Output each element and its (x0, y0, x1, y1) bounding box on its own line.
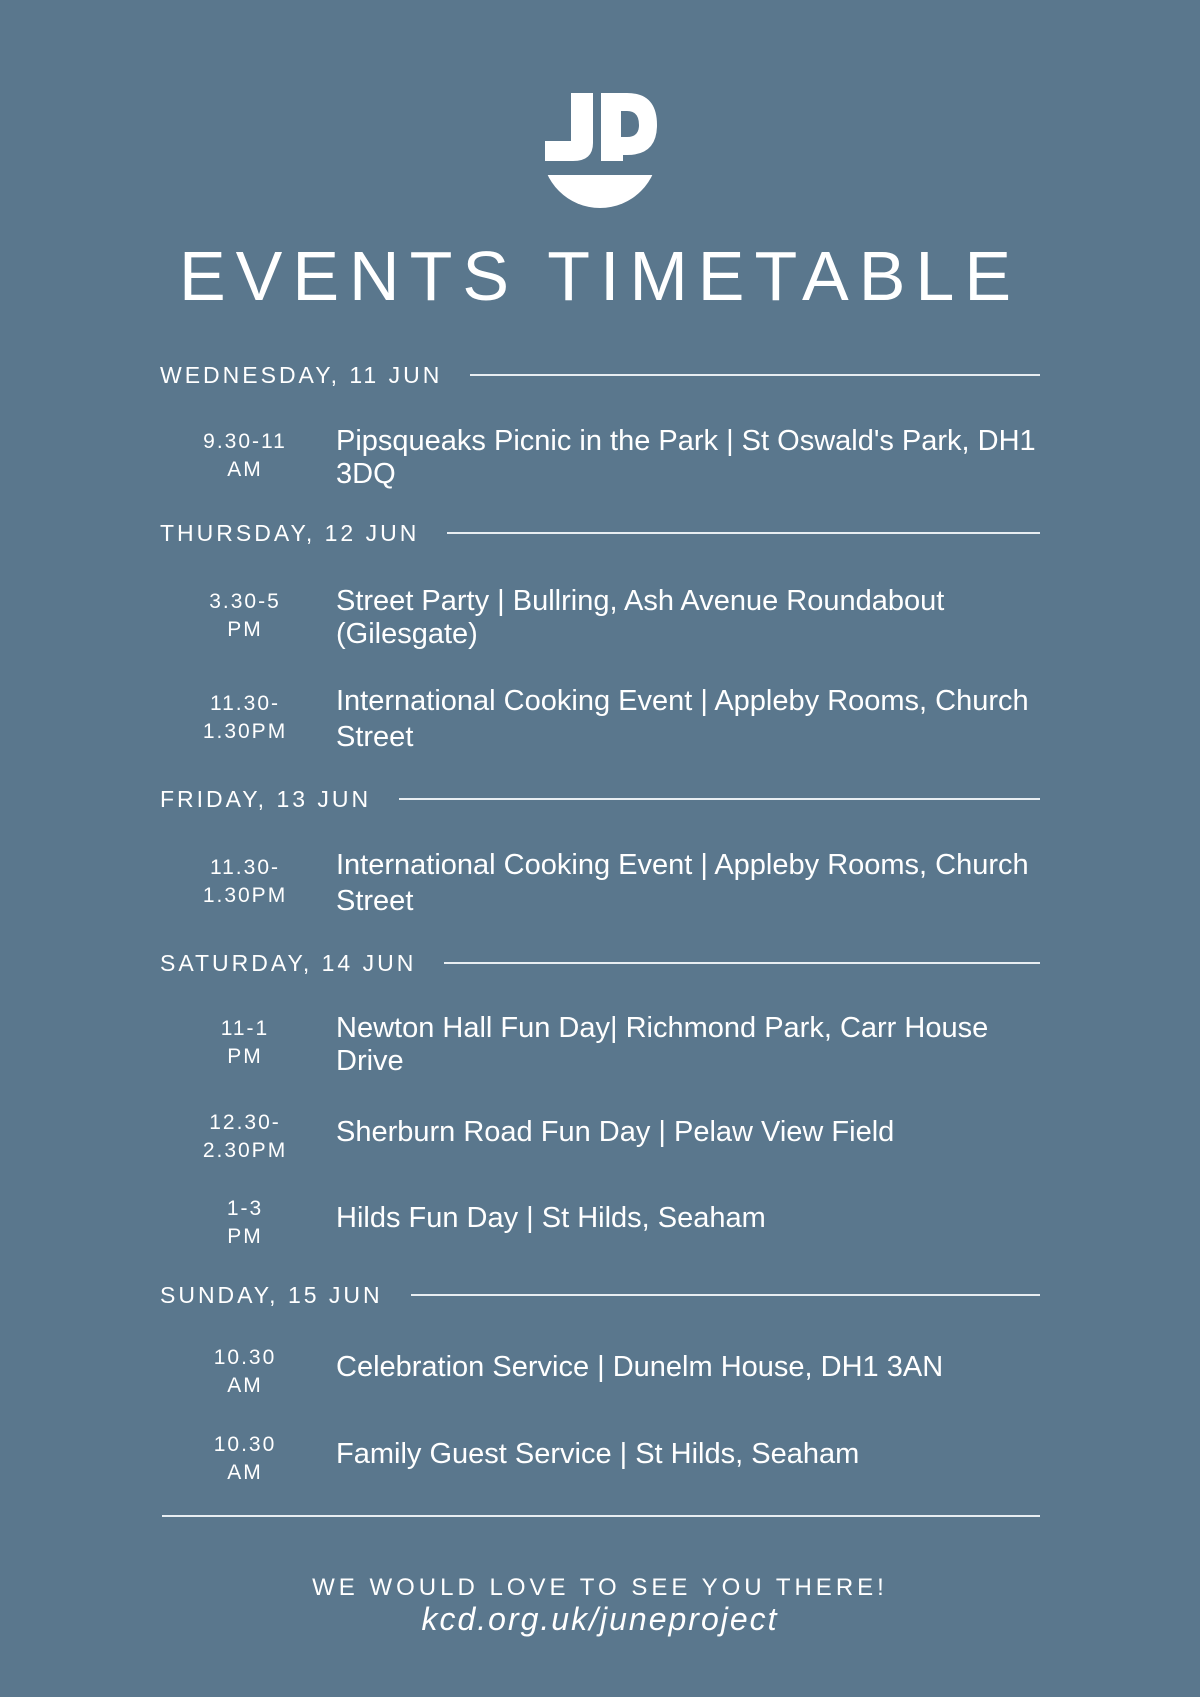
event-time-end: AM (227, 458, 263, 481)
event-time-end: PM (227, 618, 263, 641)
event-time (180, 588, 310, 644)
footer-message: WE WOULD LOVE TO SEE YOU THERE! (312, 1574, 888, 1601)
event-time-start: 10.30 (213, 1346, 277, 1369)
event-time (180, 1195, 310, 1251)
event-time-end: PM (227, 1045, 263, 1068)
day-header-friday (160, 784, 1040, 814)
event-name: Family Guest Service | St Hilds, Seaham (336, 1438, 860, 1470)
event-time-start: 9.30-11 (203, 430, 287, 453)
event-time (180, 1344, 310, 1400)
day-header-wednesday (160, 360, 1040, 390)
footer-website-link[interactable]: kcd.org.uk/juneproject (421, 1601, 779, 1637)
event-time-end: 1.30PM (202, 884, 288, 907)
event-time (180, 428, 310, 484)
day-label: SUNDAY, 15 JUN (160, 1281, 383, 1308)
divider (162, 1515, 1040, 1517)
event-time (180, 1109, 310, 1165)
divider (411, 1294, 1040, 1296)
divider (444, 962, 1040, 964)
day-label: SATURDAY, 14 JUN (160, 949, 417, 976)
day-label: WEDNESDAY, 11 JUN (160, 361, 443, 388)
event-time (180, 690, 310, 746)
event-time-start: 11.30- (210, 692, 280, 715)
divider (447, 532, 1040, 534)
event-name: Hilds Fun Day | St Hilds, Seaham (336, 1202, 766, 1234)
day-label: THURSDAY, 12 JUN (160, 519, 420, 546)
event-time-end: 1.30PM (202, 720, 288, 743)
event-time-start: 1-3 (226, 1197, 264, 1220)
event-name: Street Party | Bullring, Ash Avenue Roundabout (Gilesgate) (336, 585, 945, 650)
event-name: Celebration Service | Dunelm House, DH1 3AN (336, 1351, 944, 1383)
event-time-start: 3.30-5 (209, 590, 281, 613)
event-time-end: 2.30PM (202, 1139, 288, 1162)
divider (399, 798, 1040, 800)
event-time (180, 1015, 310, 1071)
event-time (180, 1431, 310, 1487)
jp-skyline-logo-icon (541, 91, 659, 209)
divider (470, 374, 1040, 376)
event-time-start: 11.30- (210, 856, 280, 879)
event-time-end: AM (227, 1461, 263, 1484)
event-name: Sherburn Road Fun Day | Pelaw View Field (336, 1116, 895, 1148)
day-header-thursday (160, 518, 1040, 548)
page-title: EVENTS TIMETABLE (178, 237, 1022, 315)
day-header-sunday (160, 1280, 1040, 1310)
event-name: International Cooking Event | Appleby Rooms, Church Street (336, 685, 1029, 753)
event-time-end: AM (227, 1374, 263, 1397)
day-label: FRIDAY, 13 JUN (160, 785, 372, 812)
day-header-saturday (160, 948, 1040, 978)
event-time-start: 12.30- (209, 1111, 281, 1134)
event-name: International Cooking Event | Appleby Rooms, Church Street (336, 849, 1029, 917)
event-name: Newton Hall Fun Day| Richmond Park, Carr House Drive (336, 1012, 989, 1077)
event-time-start: 10.30 (213, 1433, 277, 1456)
event-time (180, 854, 310, 910)
event-time-start: 11-1 (220, 1017, 270, 1040)
event-name: Pipsqueaks Picnic in the Park | St Oswald's Park, DH1 3DQ (336, 425, 1036, 490)
event-time-end: PM (227, 1225, 263, 1248)
